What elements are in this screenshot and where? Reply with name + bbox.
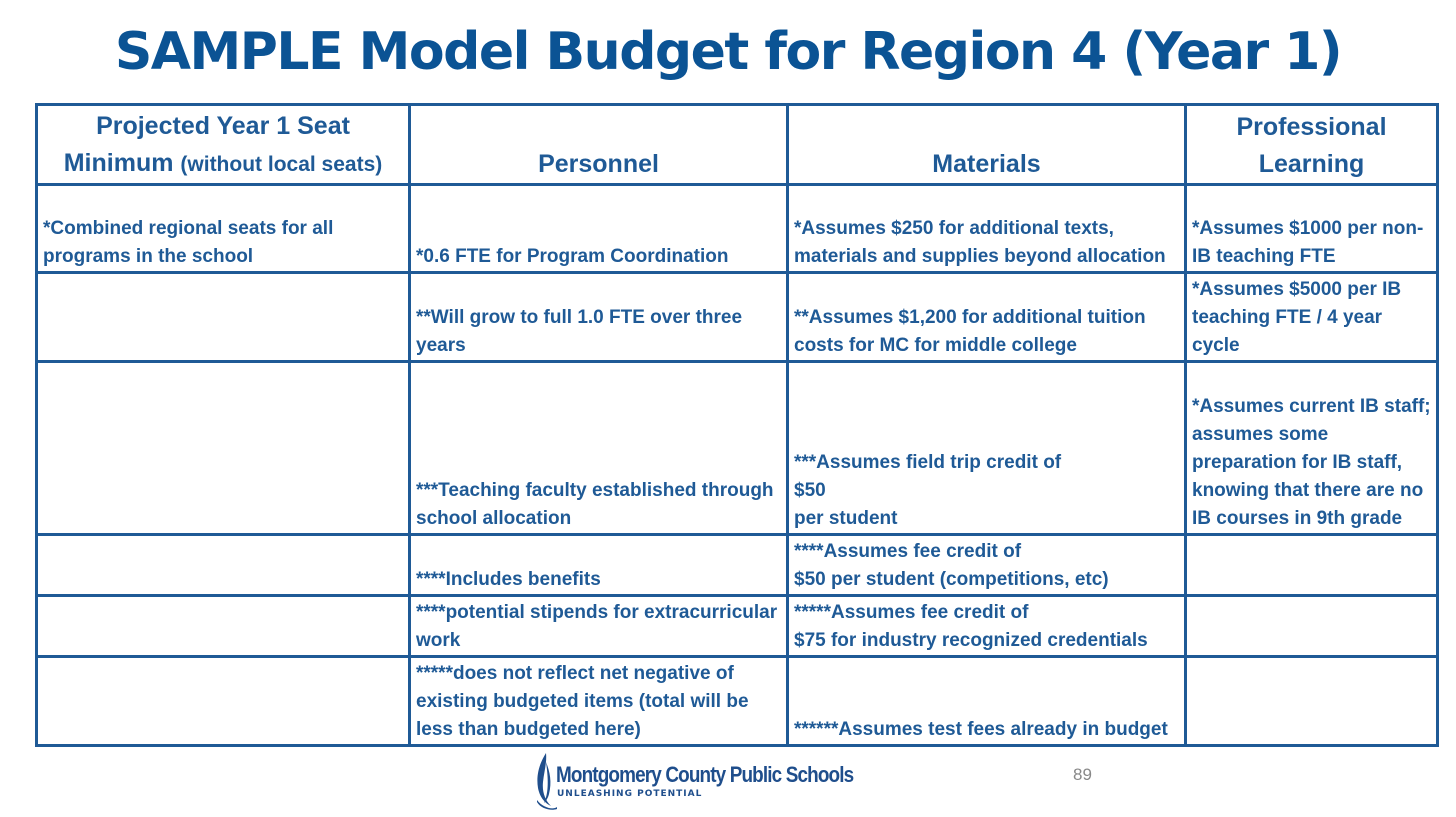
- header-seat: [37, 105, 410, 185]
- cell-materials: **Assumes $1,200 for additional tuition costs for MC for middle college: [788, 273, 1186, 362]
- cell-professional-learning: [1186, 657, 1438, 746]
- page-title: SAMPLE Model Budget for Region 4 (Year 1): [114, 22, 1342, 82]
- cell-professional-learning: *Assumes $5000 per IB teaching FTE / 4 year cycle: [1186, 273, 1438, 362]
- cell-seat: [37, 362, 410, 535]
- cell-seat: [37, 273, 410, 362]
- header-professional-learning: Professional Learning: [1186, 105, 1438, 185]
- table-row: [37, 185, 1438, 273]
- header-personnel: Personnel: [410, 105, 788, 185]
- cell-seat: [37, 596, 410, 657]
- cell-materials: ******Assumes test fees already in budget: [788, 657, 1186, 746]
- cell-seat: [37, 535, 410, 596]
- header-seat-line1: Projected Year 1 Seat: [96, 112, 350, 140]
- cell-personnel: **Will grow to full 1.0 FTE over three years: [410, 273, 788, 362]
- cell-materials: ****Assumes fee credit of $50 per student (competitions, etc): [788, 535, 1186, 596]
- cell-seat: [37, 657, 410, 746]
- header-materials: Materials: [788, 105, 1186, 185]
- mcps-logo: [535, 750, 895, 810]
- cell-professional-learning: *Assumes $1000 per non-IB teaching FTE: [1186, 185, 1438, 273]
- cell-professional-learning: [1186, 596, 1438, 657]
- flame-icon: [535, 750, 557, 810]
- cell-personnel: *0.6 FTE for Program Coordination: [410, 185, 788, 273]
- cell-professional-learning: *Assumes current IB staff; assumes some preparation for IB staff, knowing that there are no IB courses in 9th grade: [1186, 362, 1438, 535]
- header-seat-line2: Minimum: [63, 149, 181, 177]
- page-number: 89: [1073, 765, 1092, 784]
- cell-personnel: ****Includes benefits: [410, 535, 788, 596]
- cell-materials: *Assumes $250 for additional texts, materials and supplies beyond allocation: [788, 185, 1186, 273]
- cell-personnel: ***Teaching faculty established through school allocation: [410, 362, 788, 535]
- table-row: [37, 657, 1438, 746]
- cell-materials: *****Assumes fee credit of $75 for industry recognized credentials: [788, 596, 1186, 657]
- table-row: [37, 362, 1438, 535]
- table-row: [37, 535, 1438, 596]
- logo-name: Montgomery County Public Schools: [556, 762, 854, 787]
- table-row: [37, 596, 1438, 657]
- table-row: [37, 273, 1438, 362]
- budget-table: [35, 103, 1439, 747]
- logo-tagline: UNLEASHING POTENTIAL: [557, 789, 703, 799]
- cell-professional-learning: [1186, 535, 1438, 596]
- cell-seat: *Combined regional seats for all programs in the school: [37, 185, 410, 273]
- cell-personnel: *****does not reflect net negative of existing budgeted items (total will be less than budgeted here): [410, 657, 788, 746]
- cell-personnel: ****potential stipends for extracurricular work: [410, 596, 788, 657]
- table-header-row: [37, 105, 1438, 185]
- cell-materials: ***Assumes field trip credit of $50 per student: [788, 362, 1186, 535]
- header-seat-note: (without local seats): [180, 153, 383, 176]
